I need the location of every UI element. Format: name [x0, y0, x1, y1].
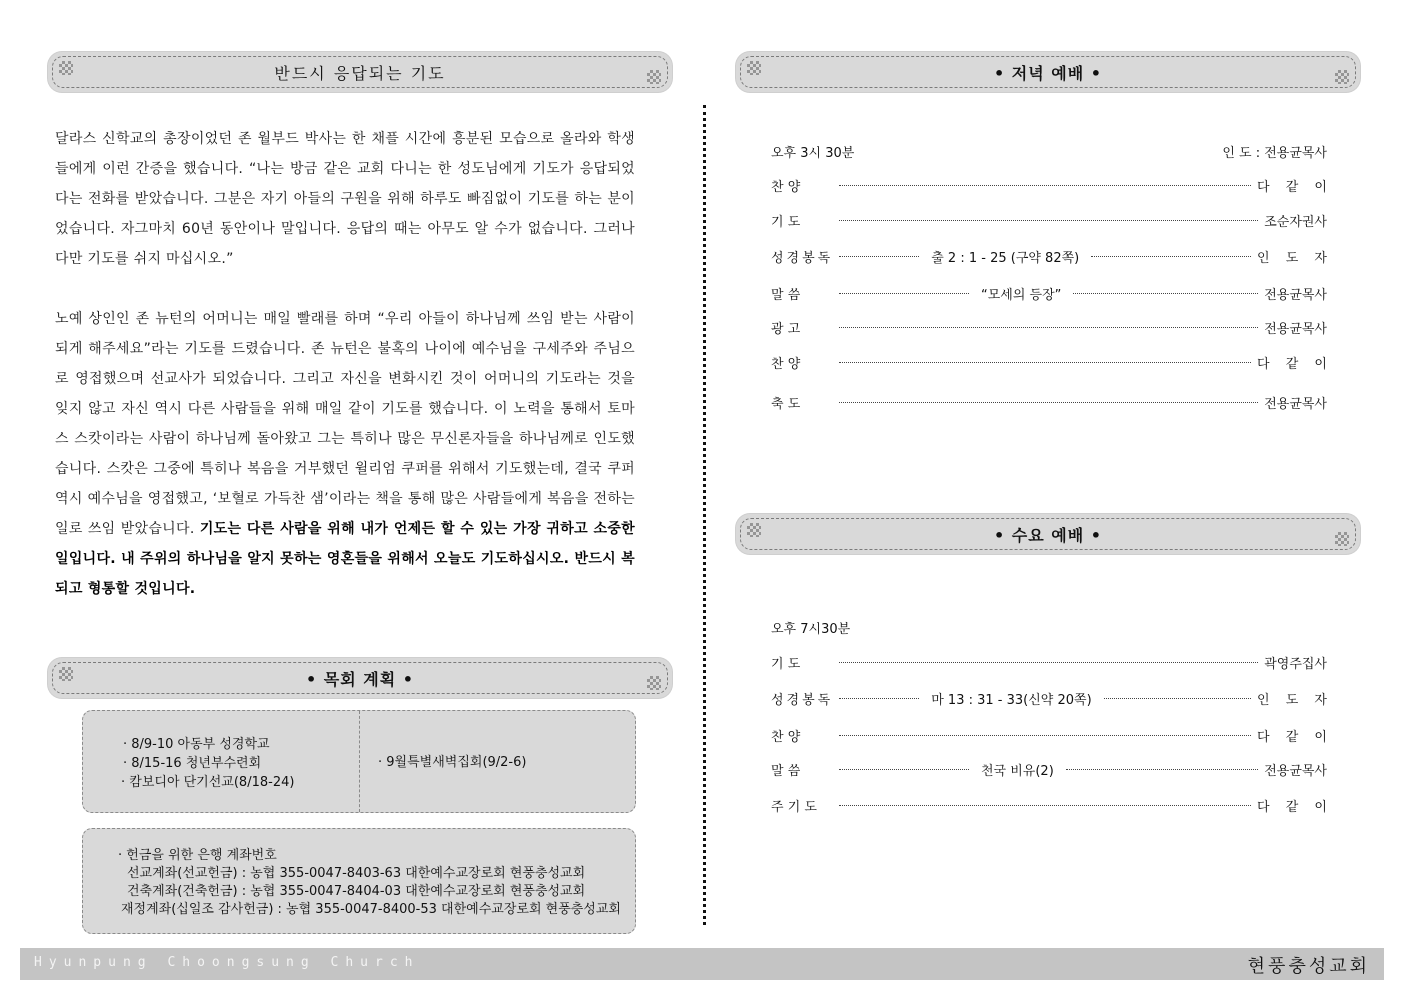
leader-dots: [839, 362, 1251, 363]
plan-divider: [359, 711, 360, 812]
order-row: [771, 175, 1333, 195]
bank-account-line: 건축계좌(건축헌금) : 농협 355-0047-8404-03 대한예수교장로회 현풍충성교회: [127, 884, 586, 899]
prayer-emphasis: 기도는 다른 사람을 위해 내가 언제든 할 수 있는 가장 귀하고 소중한 일입니다. 내 주위의 하나님을 알지 못하는 영혼들을 위해서 오늘도 기도하십시오. 반드시 복되고 형통할 것입니다.: [55, 521, 635, 597]
prayer-paragraph-1: 달라스 신학교의 총장이었던 존 월부드 박사는 한 채플 시간에 흥분된 모습으로 올라와 학생들에게 이런 간증을 했습니다. “나는 방금 같은 교회 다니는 한 성도님에게 기도가 응답되었다는 전화를 받았습니다. 그분은 자기 아들의 구원을 위해 하루도 빠짐없이 기도를 하는 분이었습니다. 자그마치 60년 동안이나 말입니다. 응답의 때는 아무도 알 수가 없습니다. 그러나 다만 기도를 쉬지 마십시오.”: [55, 131, 635, 267]
leader-dots: [839, 402, 1258, 403]
leader-dots: [1091, 256, 1251, 257]
plan-item: · 8/15-16 청년부수련회: [123, 756, 262, 771]
corner-pattern-icon: [647, 70, 661, 84]
leader-dots: [839, 327, 1258, 328]
order-label: 말 씀: [771, 287, 801, 303]
order-person: 다 같 이: [1257, 356, 1333, 372]
prayer-paragraph-2: [55, 304, 635, 604]
order-row: [771, 210, 1327, 230]
order-label: 기 도: [771, 656, 801, 672]
corner-pattern-icon: [747, 61, 761, 75]
evening-order: [771, 142, 1333, 422]
corner-pattern-icon: [59, 61, 73, 75]
prayer-article: [55, 124, 635, 604]
corner-pattern-icon: [1335, 70, 1349, 84]
order-row: [771, 317, 1327, 337]
corner-pattern-icon: [1335, 532, 1349, 546]
leader-dots: [839, 662, 1258, 663]
order-person: 전용균목사: [1264, 321, 1327, 337]
corner-pattern-icon: [59, 667, 73, 681]
plan-item: · 캄보디아 단기선교(8/18-24): [121, 775, 295, 790]
order-detail: “모세의 등장”: [981, 287, 1062, 303]
leader-dots: [839, 735, 1251, 736]
order-label: 주 기 도: [771, 799, 817, 815]
plan-banner: [48, 658, 672, 698]
corner-pattern-icon: [747, 523, 761, 537]
wednesday-title: • 수요 예배 •: [994, 525, 1102, 545]
footer-english-name: Hyunpung Choongsung Church: [34, 955, 420, 970]
order-label: 말 씀: [771, 763, 801, 779]
leader-dots: [839, 769, 969, 770]
plan-item-right: · 9월특별새벽집회(9/2-6): [378, 755, 527, 770]
order-label: 성경봉독: [771, 692, 834, 708]
order-label: 기 도: [771, 214, 801, 230]
order-person: 전용균목사: [1264, 287, 1327, 303]
order-detail: 출 2 : 1 - 25 (구약 82쪽): [931, 250, 1080, 266]
order-person: 인 도 자: [1257, 250, 1333, 266]
order-person: 전용균목사: [1264, 763, 1327, 779]
order-label: 찬 양: [771, 179, 801, 195]
order-row: [771, 652, 1327, 672]
order-row: [771, 759, 1327, 779]
leader-dots: [1104, 698, 1251, 699]
prayer-banner: [48, 52, 672, 92]
order-person: 다 같 이: [1257, 799, 1333, 815]
wednesday-time: 오후 7시30분: [771, 622, 851, 637]
order-row: [771, 283, 1327, 303]
corner-pattern-icon: [647, 676, 661, 690]
plan-title: • 목회 계획 •: [306, 669, 414, 689]
center-divider: [703, 105, 706, 925]
order-row: [771, 688, 1333, 708]
order-person: 다 같 이: [1257, 729, 1333, 745]
bank-account-line: 선교계좌(선교헌금) : 농협 355-0047-8403-63 대한예수교장로회 현풍충성교회: [127, 866, 586, 881]
order-person: 조순자권사: [1264, 214, 1327, 230]
evening-header: [771, 142, 1327, 162]
leader-dots: [1066, 769, 1258, 770]
order-person: 다 같 이: [1257, 179, 1333, 195]
wednesday-order: [771, 618, 1333, 828]
leader-dots: [839, 256, 919, 257]
order-label: 찬 양: [771, 729, 801, 745]
bank-info: [118, 847, 621, 919]
leader-dots: [839, 698, 919, 699]
order-detail: 마 13 : 31 - 33(신약 20쪽): [931, 692, 1092, 708]
order-row: [771, 795, 1333, 815]
evening-banner: [736, 52, 1360, 92]
plan-item: · 8/9-10 아동부 성경학교: [123, 737, 270, 752]
footer-church-name: 현풍충성교회: [1247, 956, 1370, 977]
bank-box: [82, 828, 636, 934]
plan-box: [82, 710, 636, 813]
order-person: 전용균목사: [1264, 396, 1327, 412]
order-row: [771, 246, 1333, 266]
order-person: 곽영주집사: [1264, 656, 1327, 672]
order-label: 광 고: [771, 321, 801, 337]
leader-dots: [1073, 293, 1258, 294]
leader-dots: [839, 185, 1251, 186]
evening-time: 오후 3시 30분: [771, 146, 855, 161]
bank-account-line: 재정계좌(십일조 감사헌금) : 농협 355-0047-8400-53 대한예수교장로회 현풍충성교회: [121, 902, 621, 917]
order-person: 인 도 자: [1257, 692, 1333, 708]
leader-dots: [839, 220, 1258, 221]
bank-heading: · 헌금을 위한 은행 계좌번호: [118, 848, 277, 863]
wednesday-header: [771, 618, 1327, 638]
wednesday-banner: [736, 514, 1360, 554]
evening-title: • 저녁 예배 •: [994, 63, 1102, 83]
leader-dots: [839, 293, 969, 294]
order-detail: 천국 비유(2): [981, 763, 1054, 779]
footer-bar: [20, 948, 1384, 980]
leader-dots: [839, 805, 1251, 806]
order-row: [771, 725, 1333, 745]
order-label: 축 도: [771, 396, 801, 412]
order-row: [771, 392, 1327, 412]
order-label: 찬 양: [771, 356, 801, 372]
order-row: [771, 352, 1333, 372]
prayer-paragraph-2-text: 노예 상인인 존 뉴턴의 어머니는 매일 빨래를 하며 “우리 아들이 하나님께 쓰임 받는 사람이 되게 해주세요”라는 기도를 드렸습니다. 존 뉴턴은 불혹의 나이에 예수님을 구세주와 주님으로 영접했으며 선교사가 되었습니다. 그리고 자신을 변화시킨 것이 어머니의 기도라는 것을 잊지 않고 자신 역시 다른 사람들을 위해 매일 같이 기도를 했습니다. 이 노력을 통해서 토마스 스캇이라는 사람이 하나님께 돌아왔고 그는 특히나 많은 무신론자들을 하나님께로 인도했습니다. 스캇은 그중에 특히나 복음을 거부했던 윌리엄 쿠퍼를 위해서 기도했는데, 결국 쿠퍼 역시 예수님을 영접했고, ‘보혈로 가득찬 샘’이라는 책을 통해 많은 사람들에게 복음을 전하는 일로 쓰임 받았습니다.: [55, 311, 635, 537]
prayer-title: 반드시 응답되는 기도: [274, 63, 446, 83]
order-label: 성경봉독: [771, 250, 834, 266]
evening-leader: 인 도 : 전용균목사: [1222, 146, 1327, 161]
plan-list: [123, 735, 294, 792]
